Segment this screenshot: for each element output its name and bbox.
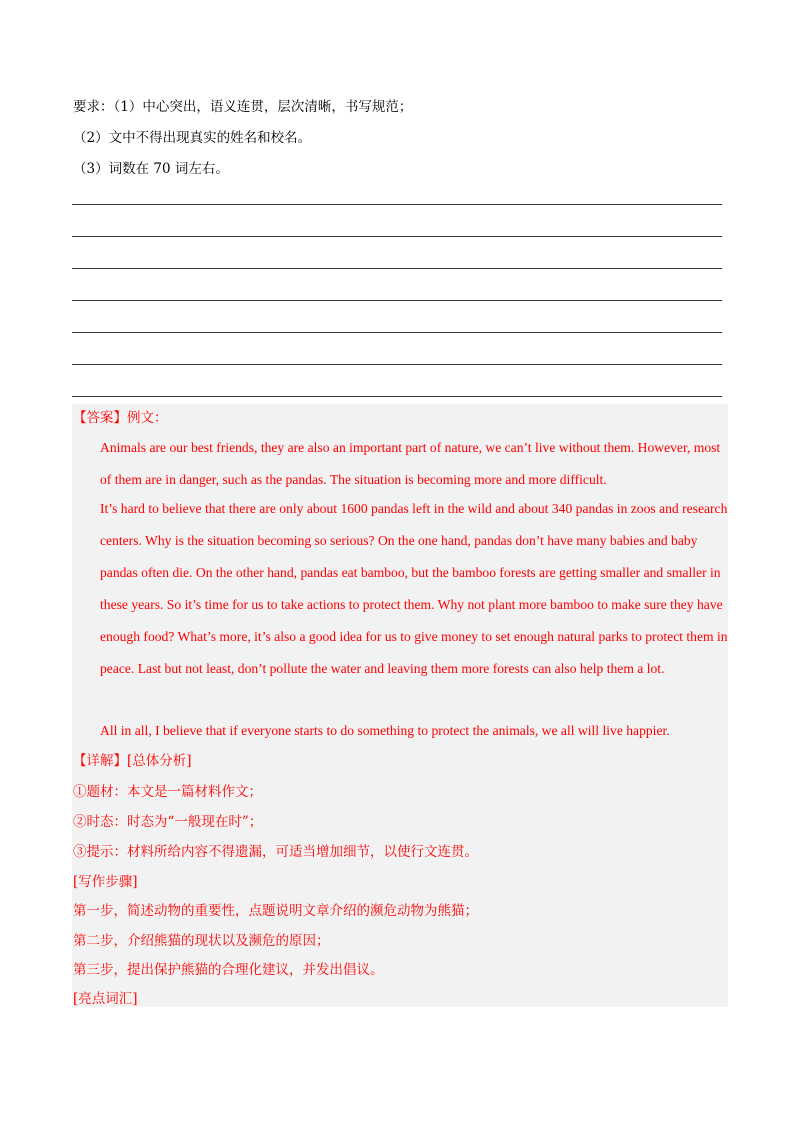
step-item: 第三步，提出保护熊猫的合理化建议，并发出倡议。 (73, 962, 384, 978)
writing-line[interactable] (72, 396, 722, 397)
writing-line[interactable] (72, 332, 722, 333)
analysis-item: ②时态：时态为“一般现在时”； (73, 814, 263, 830)
writing-line[interactable] (72, 236, 722, 237)
analysis-label: 【详解】[总体分析] (73, 753, 192, 769)
analysis-item: ①题材：本文是一篇材料作文； (73, 784, 262, 800)
requirement-2: （2）文中不得出现真实的姓名和校名。 (73, 130, 312, 146)
requirement-3: （3）词数在 70 词左右。 (73, 161, 229, 177)
answer-paragraph-1 (72, 432, 728, 496)
writing-line[interactable] (72, 268, 722, 269)
answer-paragraph-2 (72, 493, 728, 685)
step-item: 第二步，介绍熊猫的现状以及濒危的原因； (73, 933, 330, 949)
step-item: 第一步，简述动物的重要性，点题说明文章介绍的濒危动物为熊猫； (73, 903, 478, 919)
paragraph-text: All in all, I believe that if everyone starts to do something to protect the animals, we all will live happier. (100, 723, 670, 738)
analysis-item: ③提示：材料所给内容不得遗漏，可适当增加细节，以使行文连贯。 (73, 844, 478, 860)
answer-paragraph-3 (72, 715, 728, 747)
requirement-1: 要求：（1）中心突出，语义连贯，层次清晰，书写规范； (73, 99, 413, 115)
writing-line[interactable] (72, 300, 722, 301)
paragraph-text: Animals are our best friends, they are also an important part of nature, we can’t live without them. However, most of them are in danger, such as the pandas. The situation is becoming more and more difficult. (100, 440, 721, 487)
answer-label: 【答案】例文： (73, 410, 168, 426)
writing-line[interactable] (72, 204, 722, 205)
paragraph-text: It’s hard to believe that there are only about 1600 pandas left in the wild and about 340 pandas in zoos and research centers. Why is the situation becoming so serious? On the one hand, pandas don’t have many babies and baby pandas often die. On the other hand, pandas eat bamboo, but the bamboo forests are getting smaller and smaller in these years. So it’s time for us to take actions to protect them. Why not plant more bamboo to make sure they have enough food? What’s more, it’s also a good idea for us to give money to set enough natural parks to protect them in peace. Last but not least, don’t pollute the water and leaving them more forests can also help them a lot. (100, 501, 728, 676)
steps-label: [写作步骤] (73, 874, 138, 890)
vocab-label: [亮点词汇] (73, 991, 138, 1007)
writing-line[interactable] (72, 364, 722, 365)
